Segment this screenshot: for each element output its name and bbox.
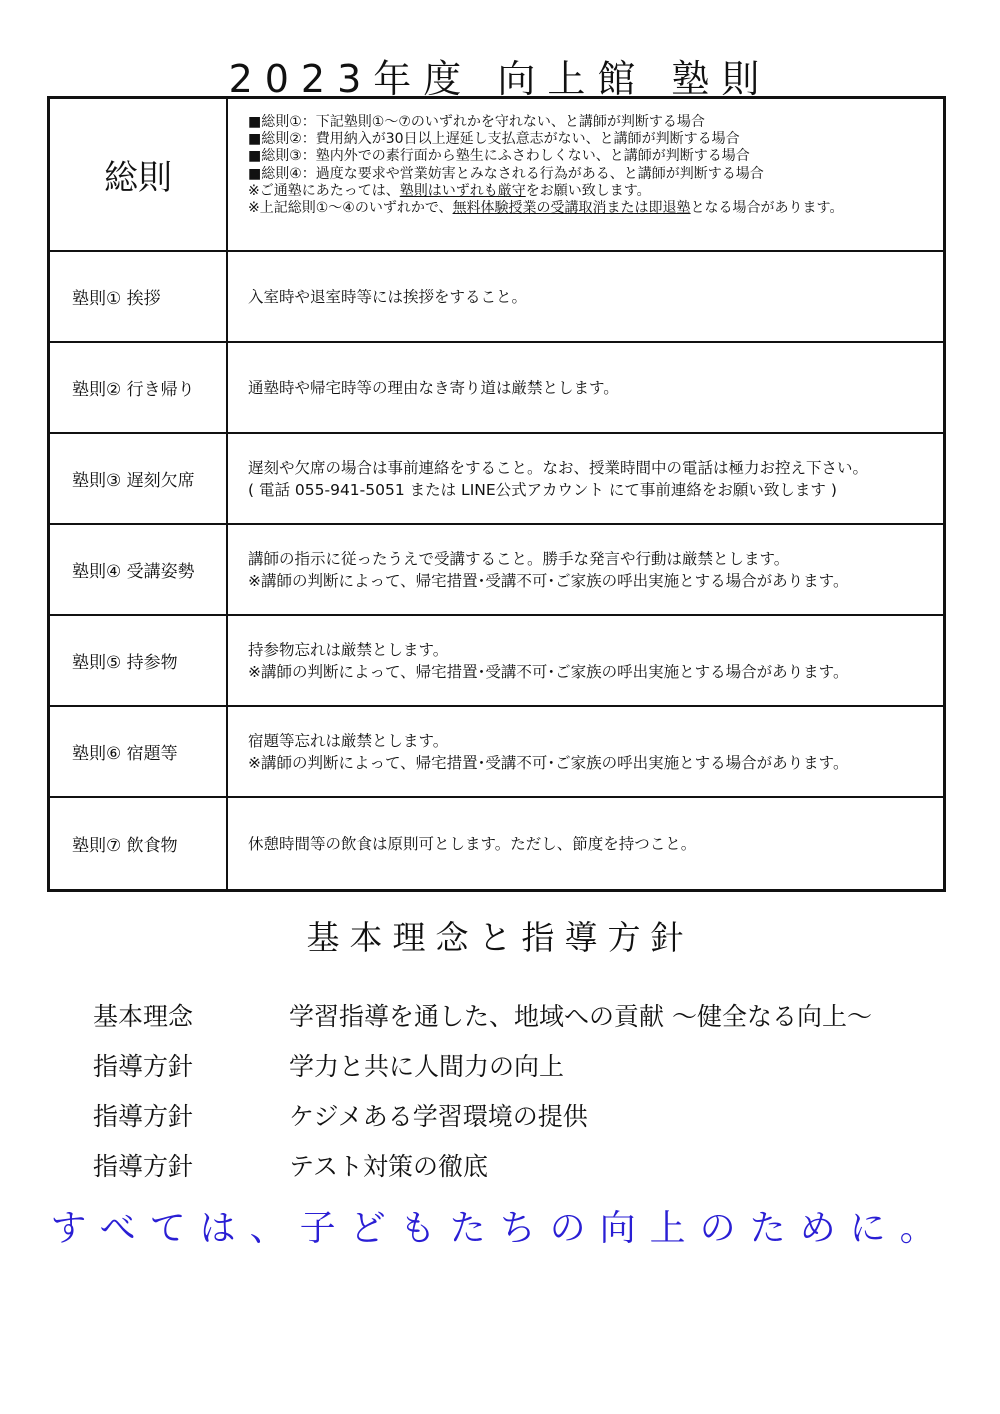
note-underlined: 無料体験授業の受講取消または即退塾 [452, 200, 691, 217]
rule-row-5 [50, 616, 943, 707]
rule-line: ※講師の判断によって、帰宅措置･受講不可･ご家族の呼出実施とする場合があります。 [248, 662, 849, 681]
rule-content [228, 252, 943, 341]
rule-line: ※講師の判断によって、帰宅措置･受講不可･ご家族の呼出実施とする場合があります。 [248, 571, 849, 590]
philosophy-label: 基本理念 [93, 1002, 194, 1031]
rule-line: 通塾時や帰宅時等の理由なき寄り道は厳禁とします。 [248, 378, 619, 397]
rule-line: 持参物忘れは厳禁とします。 [248, 640, 449, 659]
rule-content [228, 798, 943, 889]
philosophy-item [93, 1090, 973, 1140]
note-underlined: 塾則はいずれも厳守 [399, 182, 526, 199]
philosophy-label: 指導方針 [93, 1102, 194, 1131]
rule-line: 入室時や退室時等には挨拶をすること。 [248, 287, 528, 306]
general-rule-2: ■総則②：費用納入が30日以上遅延し支払意志がない、と講師が判断する場合 [248, 131, 740, 148]
general-note-1 [248, 183, 943, 200]
rule-row-1 [50, 252, 943, 343]
rule-line: ( 電話 055-941-5051 または LINE公式アカウント にて事前連絡をお願い致します ) [248, 480, 837, 499]
general-rule-4: ■総則④：過度な要求や営業妨害とみなされる行為がある、と講師が判断する場合 [248, 165, 764, 182]
rule-content [228, 434, 943, 523]
rule-content [228, 525, 943, 614]
rule-row-7 [50, 798, 943, 889]
page-title: 2023年度 向上館 塾則 [228, 57, 772, 101]
rule-label: 塾則⑥ 宿題等 [50, 707, 228, 796]
rule-label: 塾則① 挨拶 [50, 252, 228, 341]
rule-label: 塾則③ 遅刻欠席 [50, 434, 228, 523]
rule-content [228, 343, 943, 432]
note-text: となる場合があります。 [690, 200, 844, 217]
rule-line: 休憩時間等の飲食は原則可とします。ただし、節度を持つこと。 [248, 834, 697, 853]
philosophy-item [93, 1140, 973, 1190]
philosophy-label: 指導方針 [93, 1052, 194, 1081]
general-note-2 [248, 200, 943, 217]
note-text: をお願い致します。 [525, 182, 651, 199]
general-rule-1: ■総則①：下記塾則①〜⑦のいずれかを守れない、と講師が判断する場合 [248, 114, 705, 130]
rule-row-3 [50, 434, 943, 525]
rule-label: 塾則⑦ 飲食物 [50, 798, 228, 889]
philosophy-list [93, 990, 973, 1190]
rules-table [47, 96, 946, 892]
rule-line: 遅刻や欠席の場合は事前連絡をすること。なお、授業時間中の電話は極力お控え下さい。 [248, 458, 869, 477]
philosophy-value: ケジメある学習環境の提供 [289, 1102, 588, 1131]
rule-row-2 [50, 343, 943, 434]
rule-content [228, 707, 943, 796]
philosophy-value: 学力と共に人間力の向上 [289, 1052, 565, 1081]
rule-row-6 [50, 707, 943, 798]
general-rules-label: 総則 [50, 99, 228, 250]
rule-content [228, 616, 943, 705]
note-text: ※ご通塾にあたっては、 [248, 182, 400, 199]
rule-label: 塾則④ 受講姿勢 [50, 525, 228, 614]
philosophy-item [93, 1040, 973, 1090]
general-rule-3: ■総則③：塾内外での素行面から塾生にふさわしくない、と講師が判断する場合 [248, 148, 750, 165]
note-text: ※上記総則①〜④のいずれかで、 [248, 200, 453, 217]
rule-row-4 [50, 525, 943, 616]
philosophy-value: テスト対策の徹底 [289, 1152, 489, 1181]
philosophy-label: 指導方針 [93, 1152, 194, 1181]
general-rules-content [228, 99, 943, 250]
slogan: すべては、子どもたちの向上のために。 [50, 1208, 950, 1249]
rule-label: 塾則⑤ 持参物 [50, 616, 228, 705]
philosophy-item [93, 990, 973, 1040]
rule-label: 塾則② 行き帰り [50, 343, 228, 432]
rule-line: ※講師の判断によって、帰宅措置･受講不可･ご家族の呼出実施とする場合があります。 [248, 753, 849, 772]
philosophy-value: 学習指導を通した、地域への貢献 〜健全なる向上〜 [289, 1002, 872, 1031]
general-rules-row [50, 99, 943, 252]
rule-line: 宿題等忘れは厳禁とします。 [248, 731, 449, 750]
rule-line: 講師の指示に従ったうえで受講すること。勝手な発言や行動は厳禁とします。 [248, 549, 790, 568]
philosophy-title: 基本理念と指導方針 [306, 918, 694, 957]
